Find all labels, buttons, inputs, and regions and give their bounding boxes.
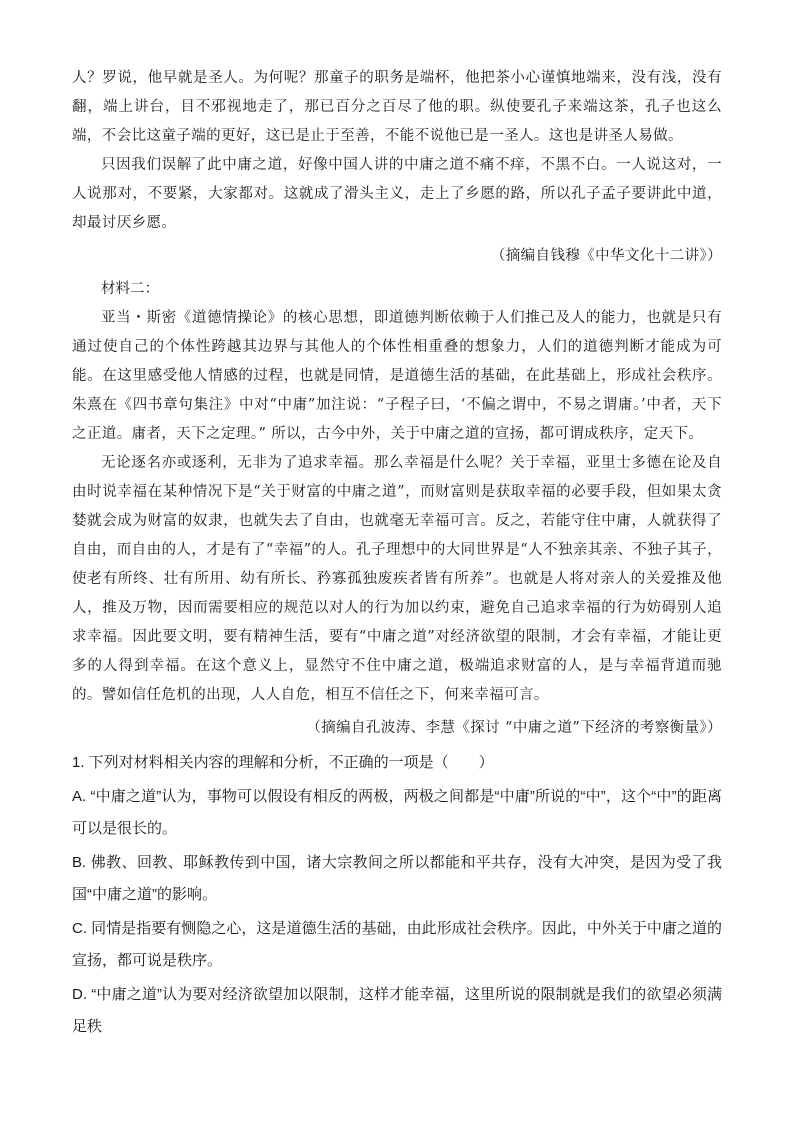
source-citation: （摘编自孔波涛、李慧《探讨 “中庸之道”下经济的考察衡量》） [306, 720, 722, 736]
answer-option-d: D. “中庸之道”认为要对经济欲望加以限制，这样才能幸福，这里所说的限制就是我们的欲望必须满足秩 [72, 986, 722, 1035]
source-citation: （摘编自钱穆《中华文化十二讲》） [490, 248, 722, 264]
passage-paragraph: 人？罗说，他早就是圣人。为何呢？那童子的职务是端杯，他把茶小心谨慎地端来，没有浅，没有翻，端上讲台，目不邪视地走了，那已百分之百尽了他的职。纵使要孔子来端这茶，孔子也这么端，不会比这童子端的更好，这已是止于至善，不能不说他已是一圣人。这也是讲圣人易做。 [72, 70, 722, 144]
material-label: 材料二： [101, 281, 159, 297]
question-stem: 1. 下列对材料相关内容的理解和分析，不正确的一项是（ ） [72, 754, 494, 771]
document-page [72, 64, 722, 1043]
answer-option-a: A. “中庸之道”认为，事物可以假设有相反的两极，两极之间都是“中庸”所说的“中”，这个“中”的距离可以是很长的。 [72, 788, 722, 837]
passage-paragraph: 亚当・斯密《道德情操论》的核心思想，即道德判断依赖于人们推己及人的能力，也就是只有通过使自己的个体性跨越其边界与其他人的个体性相重叠的想象力，人们的道德判断才能成为可能。在这里感受他人情感的过程，也就是同情，是道德生活的基础，在此基础上，形成社会秩序。朱熹在《四书章句集注》中对“中庸”加注说：“子程子曰，‘不偏之谓中，不易之谓庸。’中者，天下之正道。庸者，天下之定理。” 所以，古今中外，关于中庸之道的宣扬，都可谓成秩序，定天下。 [72, 310, 722, 442]
passage-paragraph: 只因我们误解了此中庸之道，好像中国人讲的中庸之道不痛不痒，不黑不白。一人说这对，一人说那对，不要紧，大家都对。这就成了滑头主义，走上了乡愿的路，所以孔子孟子要讲此中道，却最讨厌乡愿。 [72, 157, 722, 231]
answer-option-b: B. 佛教、回教、耶稣教传到中国，诸大宗教间之所以都能和平共存，没有大冲突，是因为受了我国“中庸之道”的影响。 [72, 854, 722, 903]
answer-option-c: C. 同情是指要有恻隐之心，这是道德生活的基础，由此形成社会秩序。因此，中外关于中庸之道的宣扬，都可说是秩序。 [72, 920, 722, 969]
passage-paragraph: 无论逐名亦或逐利，无非为了追求幸福。那么幸福是什么呢？关于幸福，亚里士多德在论及自由时说幸福在某种情况下是“关于财富的中庸之道”，而财富则是获取幸福的必要手段，但如果太贪婪就会成为财富的奴隶，也就失去了自由，也就毫无幸福可言。反之，若能守住中庸，人就获得了自由，而自由的人，才是有了“幸福”的人。孔子理想中的大同世界是“人不独亲其亲、不独子其子，使老有所终、壮有所用、幼有所长、矜寡孤独废疾者皆有所养”。也就是人将对亲人的关爱推及他人，推及万物，因而需要相应的规范以对人的行为加以约束，避免自己追求幸福的行为妨碍别人追求幸福。因此要文明，要有精神生活，要有“中庸之道”对经济欲望的限制，才会有幸福，才能让更多的人得到幸福。在这个意义上，显然守不住中庸之道，极端追求财富的人，是与幸福背道而驰的。譬如信任危机的出现，人人自危，相互不信任之下，何来幸福可言。 [72, 455, 722, 703]
